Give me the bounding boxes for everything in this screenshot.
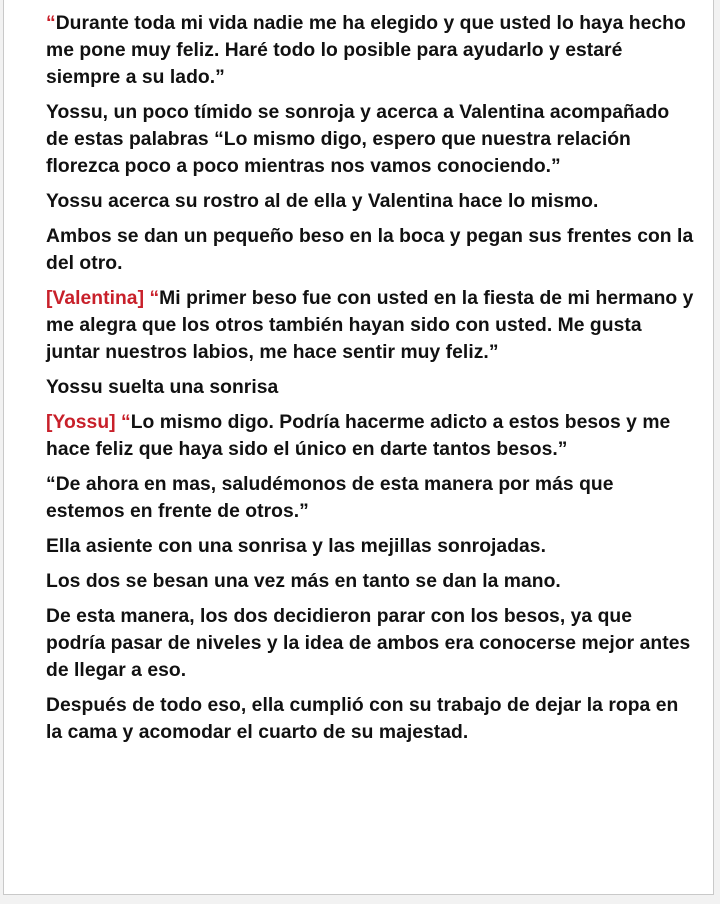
paragraph-text: Ella asiente con una sonrisa y las mejillas sonrojadas.	[46, 536, 546, 557]
paragraph-9	[46, 533, 696, 560]
paragraph-text: Yossu suelta una sonrisa	[46, 377, 279, 398]
paragraph-4	[46, 223, 696, 277]
paragraph-text: Lo mismo digo. Podría hacerme adicto a estos besos y me hace feliz que haya sido el único en darte tantos besos.”	[46, 412, 671, 460]
paragraph-text: Mi primer beso fue con usted en la fiesta de mi hermano y me alegra que los otros también hayan sido con usted. Me gusta juntar nuestros labios, me hace sentir muy feliz.”	[46, 288, 694, 363]
paragraph-11	[46, 603, 696, 684]
paragraph-1	[46, 10, 696, 91]
document-body	[46, 10, 696, 754]
paragraph-text: Después de todo eso, ella cumplió con su trabajo de dejar la ropa en la cama y acomodar el cuarto de su majestad.	[46, 695, 679, 743]
paragraph-3	[46, 188, 696, 215]
speaker-tag-valentina: [Valentina] “	[46, 288, 160, 309]
document-page	[3, 0, 714, 895]
paragraph-5	[46, 285, 696, 366]
paragraph-text: Los dos se besan una vez más en tanto se dan la mano.	[46, 571, 561, 592]
paragraph-text: “De ahora en mas, saludémonos de esta manera por más que estemos en frente de otros.”	[46, 474, 614, 522]
paragraph-8	[46, 471, 696, 525]
opening-quote-mark: “	[46, 13, 56, 34]
speaker-tag-yossu: [Yossu] “	[46, 412, 131, 433]
paragraph-12	[46, 692, 696, 746]
paragraph-text: Yossu acerca su rostro al de ella y Valentina hace lo mismo.	[46, 191, 599, 212]
paragraph-6	[46, 374, 696, 401]
paragraph-10	[46, 568, 696, 595]
paragraph-text: Durante toda mi vida nadie me ha elegido y que usted lo haya hecho me pone muy feliz. Haré todo lo posible para ayudarlo y estaré siempre a su lado.”	[46, 13, 686, 88]
paragraph-text: Ambos se dan un pequeño beso en la boca y pegan sus frentes con la del otro.	[46, 226, 694, 274]
paragraph-text: De esta manera, los dos decidieron parar con los besos, ya que podría pasar de niveles y la idea de ambos era conocerse mejor antes de llegar a eso.	[46, 606, 691, 681]
paragraph-text: Yossu, un poco tímido se sonroja y acerca a Valentina acompañado de estas palabras “Lo mismo digo, espero que nuestra relación florezca poco a poco mientras nos vamos conociendo.”	[46, 102, 670, 177]
paragraph-2	[46, 99, 696, 180]
paragraph-7	[46, 409, 696, 463]
